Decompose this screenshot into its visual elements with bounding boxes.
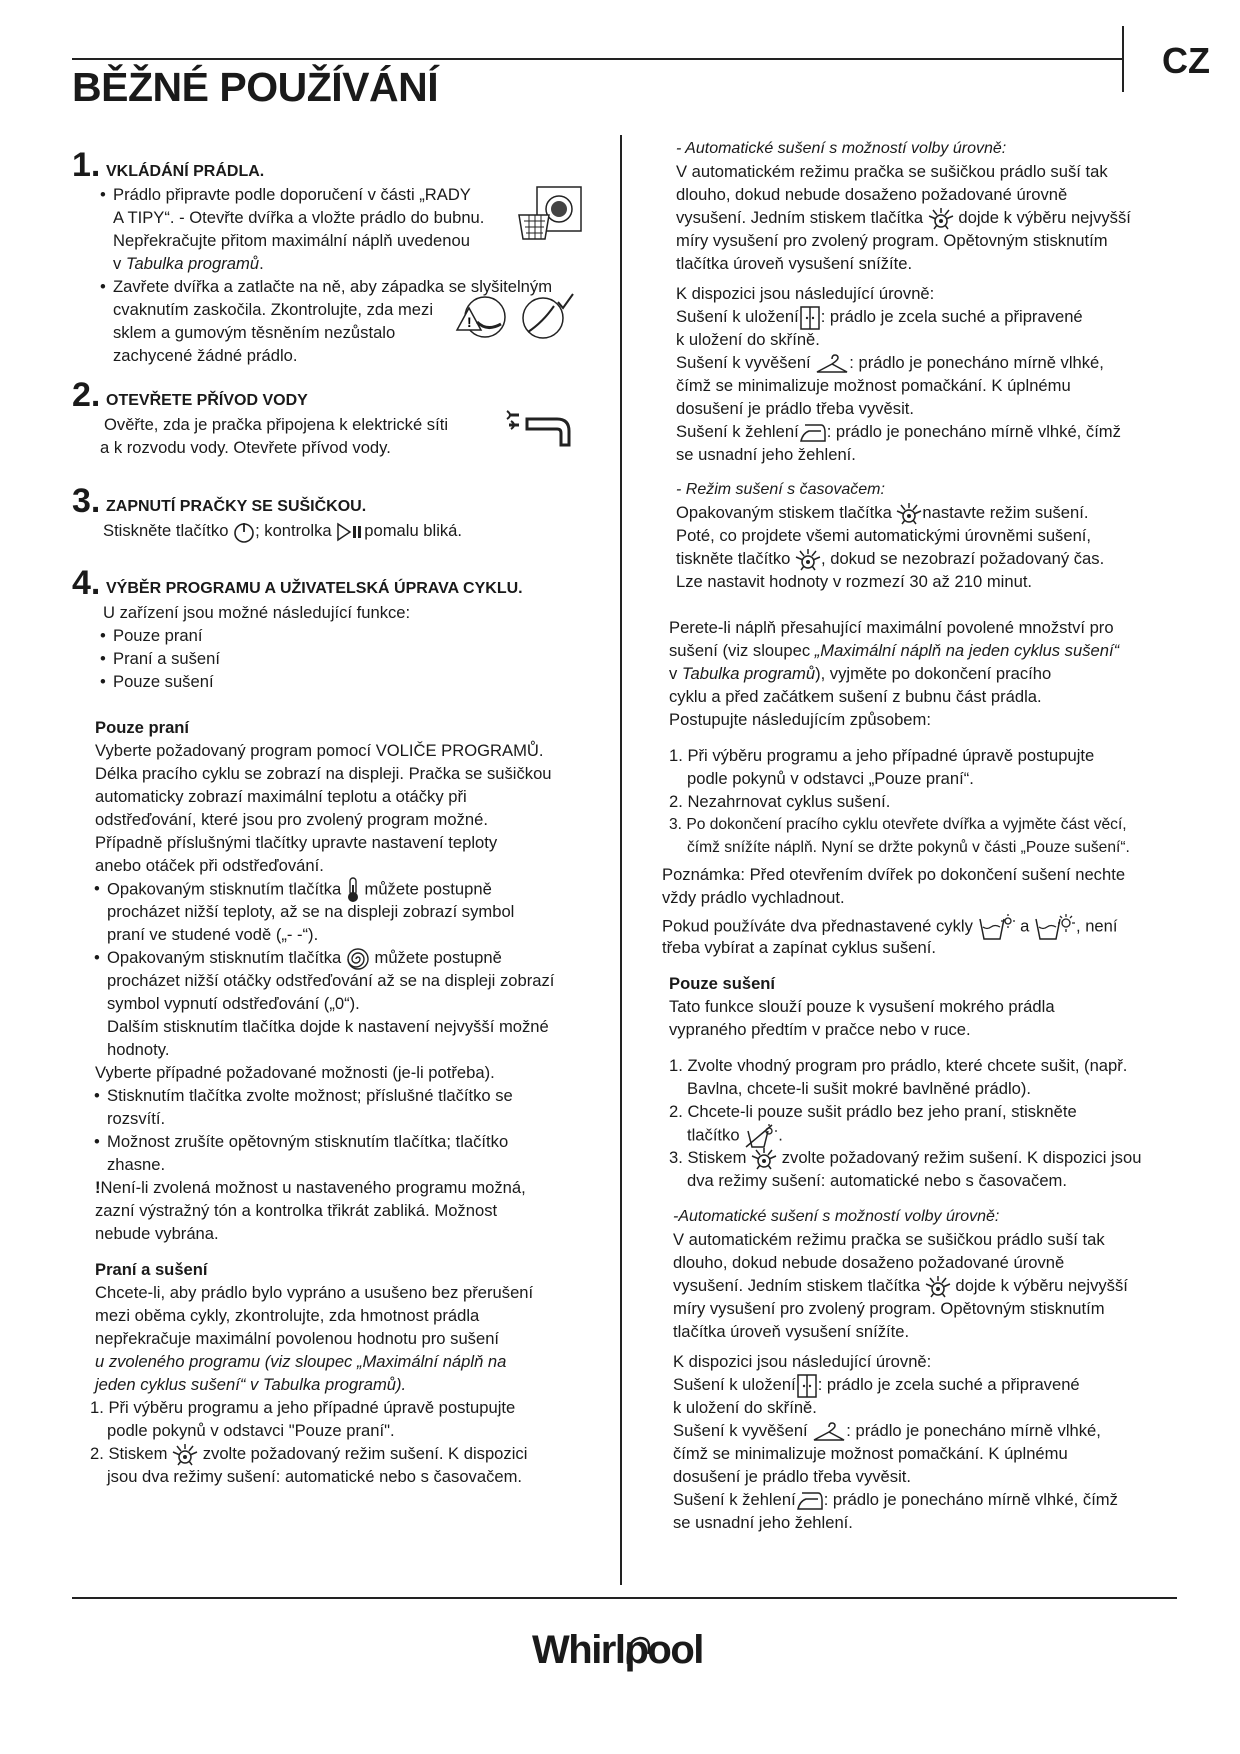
top-rule	[72, 58, 1122, 60]
s1-bullet2-line3: sklem a gumovým těsněním nezůstalo	[113, 323, 396, 342]
store2-a: Sušení k uložení	[673, 1375, 796, 1394]
s4-func-2: • Praní a sušení	[113, 647, 220, 670]
timer-line4: Lze nastavit hodnoty v rozmezí 30 až 210 minut.	[676, 572, 1033, 591]
auto-p5: tlačítka úroveň vysušení snížíte.	[676, 254, 913, 273]
over-line4: cyklu a před začátkem sušení z bubnu část prádla.	[669, 687, 1042, 706]
power-icon	[233, 521, 255, 543]
store2-line2: k uložení do skříně.	[673, 1398, 817, 1417]
hang2-b: : prádlo je ponecháno mírně vlhké,	[846, 1421, 1101, 1440]
step1-line1: 1. Při výběru programu a jeho případné úpravě postupujte	[669, 746, 1095, 765]
iron2-a: Sušení k žehlení	[673, 1490, 796, 1509]
dry-p1: Tato funkce slouží pouze k vysušení mokrého prádla	[669, 997, 1055, 1016]
store-line2: k uložení do skříně.	[676, 330, 820, 349]
wash-p3: automaticky zobrazí maximální teplotu a otáčky při	[95, 787, 467, 806]
s1-bullet1-line3: Nepřekračujte přitom maximální náplň uvedenou	[113, 231, 470, 250]
d3-b: zvolte požadovaný režim sušení. K dispozici jsou	[781, 1148, 1142, 1167]
column-divider	[620, 135, 622, 1585]
s3-c: pomalu bliká.	[364, 521, 463, 540]
iron-icon	[799, 423, 827, 443]
s1-bullet2-line2: cvaknutím zaskočila. Zkontrolujte, zda mezi	[113, 300, 434, 319]
section-1-number: 1.	[72, 146, 101, 184]
s1-bullet2-line1: • Zavřete dvířka a zatlačte na ně, aby západka se slyšitelným	[113, 275, 552, 298]
auto-heading: - Automatické sušení s možností volby úrovně:	[676, 140, 1007, 157]
spin-a: Opakovaným stisknutím tlačítka	[107, 948, 342, 967]
auto2-heading: -Automatické sušení s možností volby úrovně:	[673, 1208, 1000, 1225]
s1-tabulka: Tabulka programů	[125, 254, 260, 273]
opt1-line1: • Stisknutím tlačítka zvolte možnost; příslušné tlačítko se	[107, 1084, 513, 1107]
section-3-number: 3.	[72, 482, 101, 520]
timer-a: Opakovaným stiskem tlačítka	[676, 503, 892, 522]
step3-line2: čímž snížíte náplň. Nyní se držte pokynů v části „Pouze sušení“.	[687, 839, 1130, 856]
dry-icon	[925, 1275, 951, 1299]
iron-line2: se usnadní jeho žehlení.	[676, 445, 856, 464]
iron-icon	[796, 1491, 824, 1511]
s3-a: Stiskněte tlačítko	[103, 521, 229, 540]
warning-mark: !	[95, 1178, 101, 1197]
brand-text: Whirlpool	[532, 1628, 703, 1672]
auto2-p5: tlačítka úroveň vysušení snížíte.	[673, 1322, 910, 1341]
svg-text:!: !	[467, 314, 472, 330]
water-tap-icon	[505, 405, 580, 455]
timer-b: nastavte režim sušení.	[922, 503, 1089, 522]
auto2-p3	[673, 1274, 1128, 1299]
d3-a: 3. Stiskem	[669, 1148, 747, 1167]
hanger-icon	[815, 353, 849, 375]
spin-line4: Dalším stisknutím tlačítka dojde k nastavení nejvyšší možné	[107, 1017, 549, 1036]
d2-dot: .	[778, 1125, 783, 1145]
footer-rule	[72, 1597, 1177, 1599]
hang2-line2: čímž se minimalizuje možnost pomačkání. K úplnému	[673, 1444, 1068, 1463]
store2-line1	[673, 1373, 1080, 1398]
dry-icon	[751, 1147, 777, 1171]
timer-d: tiskněte tlačítko	[676, 549, 791, 568]
cycles-line2: třeba vybírat a zapínat cyklus sušení.	[662, 938, 936, 957]
auto2-p1: V automatickém režimu pračka se sušičkou prádlo suší tak	[673, 1230, 1105, 1249]
wd2-a: 2. Stiskem	[90, 1444, 168, 1463]
hang2-line1	[673, 1419, 1101, 1443]
auto-p3a: vysušení. Jedním stiskem tlačítka	[676, 208, 924, 227]
s2-line2: a k rozvodu vody. Otevřete přívod vody.	[100, 438, 391, 457]
levels-heading: K dispozici jsou následující úrovně:	[676, 284, 935, 303]
section-4-number: 4.	[72, 564, 101, 602]
temp-b: můžete postupně	[364, 879, 492, 899]
auto-p4: míry vysušení pro zvolený program. Opětovným stisknutím	[676, 231, 1108, 250]
opt2-line2: zhasne.	[107, 1155, 166, 1174]
iron2-line2: se usnadní jeho žehlení.	[673, 1513, 853, 1532]
iron-a: Sušení k žehlení	[676, 422, 799, 441]
timer-heading: - Režim sušení s časovačem:	[676, 481, 885, 498]
wash-dry-cycle-icon-2	[1034, 913, 1076, 941]
over-3b: Tabulka programů	[681, 664, 816, 683]
auto2-p3b: dojde k výběru nejvyšší	[955, 1276, 1128, 1295]
timer-line3	[676, 547, 1104, 572]
timer-line1	[676, 501, 1088, 526]
hang-line1	[676, 351, 1104, 375]
s1-bullet2-line4: zachycené žádné prádlo.	[113, 346, 298, 365]
wd-step2-line2: jsou dva režimy sušení: automatické nebo s časovačem.	[107, 1467, 523, 1486]
over-line5: Postupujte následujícím způsobem:	[669, 710, 931, 729]
auto-p2: dlouho, dokud nebude dosaženo požadované úrovně	[676, 185, 1068, 204]
s4-func-3: • Pouze sušení	[113, 670, 214, 693]
iron-b: : prádlo je ponecháno mírně vlhké, čímž	[826, 422, 1121, 441]
s1-bullet1-line1: • Prádlo připravte podle doporučení v části „RADY	[113, 183, 471, 206]
s1-bullet1-line4	[113, 252, 264, 275]
hang-a: Sušení k vyvěšení	[676, 353, 811, 372]
dry-icon	[896, 502, 922, 526]
hang-b: : prádlo je ponecháno mírně vlhké,	[849, 353, 1104, 372]
s3-line	[103, 519, 462, 543]
opt1-line2: rozsvítí.	[107, 1109, 166, 1128]
warning-text1: Není-li zvolená možnost u nastaveného programu možná,	[100, 1178, 526, 1197]
warning-line3: nebude vybrána.	[95, 1224, 219, 1243]
wash-only-heading: Pouze praní	[95, 718, 190, 737]
hang-line2: čímž se minimalizuje možnost pomačkání. K úplnému	[676, 376, 1071, 395]
spin-line2: procházet nižší otáčky odstřeďování až se na displeji zobrazí	[107, 971, 555, 990]
close-door-icon	[455, 292, 515, 342]
hanger-icon	[812, 1421, 846, 1443]
wd-step1-line2: podle pokynů v odstavci "Pouze praní".	[107, 1421, 395, 1440]
over-line2	[669, 639, 1119, 662]
store2-b: : prádlo je zcela suché a připravené	[817, 1375, 1080, 1394]
cyc-a: Pokud používáte dva přednastavené cykly	[662, 916, 973, 936]
wash-p4: odstřeďování, které jsou pro zvolený program možné.	[95, 810, 488, 829]
wd-step2-line1	[90, 1442, 527, 1467]
auto-p1: V automatickém režimu pračka se sušičkou prádlo suší tak	[676, 162, 1108, 181]
wd-p4: u zvoleného programu (viz sloupec „Maximální náplň na	[95, 1352, 507, 1371]
options-line: Vyberte případné požadované možnosti (je-li potřeba).	[95, 1063, 495, 1082]
over-2b: „Maximální náplň na jeden cyklus sušení“	[814, 641, 1120, 660]
auto2-p4: míry vysušení pro zvolený program. Opětovným stisknutím	[673, 1299, 1105, 1318]
cupboard-icon	[799, 306, 821, 330]
whirlpool-logo	[532, 1628, 712, 1688]
auto2-p3a: vysušení. Jedním stiskem tlačítka	[673, 1276, 921, 1295]
iron-line1	[676, 420, 1121, 443]
wash-dry-cycle-icon	[978, 913, 1016, 941]
wd2-b: zvolte požadovaný režim sušení. K dispozici	[202, 1444, 528, 1463]
s4-intro: U zařízení jsou možné následující funkce:	[103, 603, 411, 622]
wash-p1: Vyberte požadovaný program pomocí VOLIČE PROGRAMŮ.	[95, 741, 544, 760]
auto-p3b: dojde k výběru nejvyšší	[958, 208, 1131, 227]
page-title: BĚŽNÉ POUŽÍVÁNÍ	[72, 64, 439, 110]
store-line1	[676, 305, 1083, 330]
wd-step1-line1: 1. Při výběru programu a jeho případné úpravě postupujte	[90, 1398, 516, 1417]
iron2-b: : prádlo je ponecháno mírně vlhké, čímž	[823, 1490, 1118, 1509]
s3-b: ; kontrolka	[255, 521, 332, 540]
over-line3	[669, 662, 1051, 685]
warning-line1	[95, 1176, 526, 1199]
over-line1: Perete-li náplň přesahující maximální povolené množství pro	[669, 618, 1114, 637]
spin-line5: hodnoty.	[107, 1040, 170, 1059]
d2-tlacitko: tlačítko	[687, 1125, 740, 1145]
logo-swirl-icon	[624, 1634, 654, 1684]
hang2-a: Sušení k vyvěšení	[673, 1421, 808, 1440]
wash-p6: anebo otáček při odstřeďování.	[95, 856, 324, 875]
warning-line2: zazní výstražný tón a kontrolka třikrát zabliká. Možnost	[95, 1201, 498, 1220]
wash-p2: Délka pracího cyklu se zobrazí na displeji. Pračka se sušičkou	[95, 764, 552, 783]
section-2-title: OTEVŘETE PŘÍVOD VODY	[106, 392, 308, 409]
step3-line1: 3. Po dokončení pracího cyklu otevřete dvířka a vyjměte část věcí,	[669, 816, 1127, 833]
dry-step2-line1: 2. Chcete-li pouze sušit prádlo bez jeho praní, stiskněte	[669, 1102, 1077, 1121]
levels2-heading: K dispozici jsou následující úrovně:	[673, 1352, 932, 1371]
hang-line3: dosušení je prádlo třeba vyvěsit.	[676, 399, 914, 418]
temp-line3: praní ve studené vodě („- -“).	[107, 925, 319, 944]
dry-p2: vypraného předtím v pračce nebo v ruce.	[669, 1020, 971, 1039]
dry-step3-line2: dva režimy sušení: automatické nebo s časovačem.	[687, 1171, 1067, 1190]
over-3a: v	[669, 664, 682, 683]
s2-line1: Ověřte, zda je pračka připojena k elektrické síti	[104, 415, 449, 434]
wash-dry-heading: Praní a sušení	[95, 1260, 208, 1279]
s1-bullet1-line2: A TIPY“. - Otevřte dvířka a vložte prádlo do bubnu.	[113, 208, 485, 227]
dry-icon	[928, 207, 954, 231]
auto-p3	[676, 206, 1131, 231]
auto2-p2: dlouho, dokud nebude dosaženo požadované úrovně	[673, 1253, 1065, 1272]
timer-e: , dokud se nezobrazí požadovaný čas.	[821, 549, 1105, 568]
dry-step3-line1	[669, 1146, 1141, 1171]
s4-func-1: • Pouze praní	[113, 624, 202, 647]
over-3c: ), vyjměte po dokončení pracího	[815, 664, 1052, 683]
spin-b: můžete postupně	[374, 948, 502, 967]
wash-p5: Případně příslušnými tlačítky upravte nastavení teploty	[95, 833, 498, 852]
spin-icon	[346, 948, 370, 970]
opt2-line1: • Možnost zrušíte opětovným stisknutím tlačítka; tlačítko	[107, 1130, 508, 1153]
dry-icon	[795, 548, 821, 572]
wd-p2: mezi oběma cykly, zkontrolujte, zda hmotnost prádla	[95, 1306, 480, 1325]
cyc-c: , není	[1075, 916, 1118, 936]
step1-line2: podle pokynů v odstavci „Pouze praní“.	[687, 769, 974, 788]
wd-p3: nepřekračuje maximální povolenou hodnotu pro sušení	[95, 1329, 500, 1348]
timer-line2: Poté, co projdete všemi automatickými úrovněmi sušení,	[676, 526, 1092, 545]
spin-line3: symbol vypnutí odstřeďování („0“).	[107, 994, 360, 1013]
section-3-title: ZAPNUTÍ PRAČKY SE SUŠIČKOU.	[106, 498, 367, 515]
check-seal-icon	[518, 292, 578, 342]
note-line1: Poznámka: Před otevřením dvířek po dokončení sušení nechte	[662, 865, 1126, 884]
header-divider	[1122, 26, 1124, 92]
store-a: Sušení k uložení	[676, 307, 799, 326]
wd-p5: jeden cyklus sušení“ v Tabulka programů).	[95, 1375, 407, 1394]
note-line2: vždy prádlo vychladnout.	[662, 888, 845, 907]
section-4-title: VÝBĚR PROGRAMU A UŽIVATELSKÁ ÚPRAVA CYKLU.	[106, 580, 523, 597]
over-2a: sušení (viz sloupec	[669, 641, 815, 660]
hang2-line3: dosušení je prádlo třeba vyvěsit.	[673, 1467, 911, 1486]
dry-step1-line2: Bavlna, chcete-li sušit mokré bavlněné prádlo).	[687, 1079, 1032, 1098]
start-pause-icon	[336, 522, 364, 542]
wd-p1: Chcete-li, aby prádlo bylo vypráno a usušeno bez přerušení	[95, 1283, 534, 1302]
spin-line1	[107, 946, 502, 970]
store-b: : prádlo je zcela suché a připravené	[820, 307, 1083, 326]
dry-icon	[172, 1443, 198, 1467]
temp-a: Opakovaným stisknutím tlačítka	[107, 879, 342, 899]
load-laundry-icon	[515, 185, 585, 243]
s1-v: v	[113, 254, 126, 273]
step2: 2. Nezahrnovat cyklus sušení.	[669, 792, 891, 811]
language-code: CZ	[1162, 40, 1210, 81]
section-2-number: 2.	[72, 376, 101, 414]
section-1-title: VKLÁDÁNÍ PRÁDLA.	[106, 163, 265, 180]
cyc-b: a	[1020, 916, 1030, 936]
dry-step1-line1: 1. Zvolte vhodný program pro prádlo, které chcete sušit, (např.	[669, 1056, 1128, 1075]
iron2-line1	[673, 1488, 1118, 1511]
s1-end: .	[259, 254, 264, 273]
cupboard-icon	[796, 1374, 818, 1398]
dry-only-heading: Pouze sušení	[669, 974, 776, 993]
temp-line2: procházet nižší teploty, až se na displeji zobrazí symbol	[107, 902, 515, 921]
